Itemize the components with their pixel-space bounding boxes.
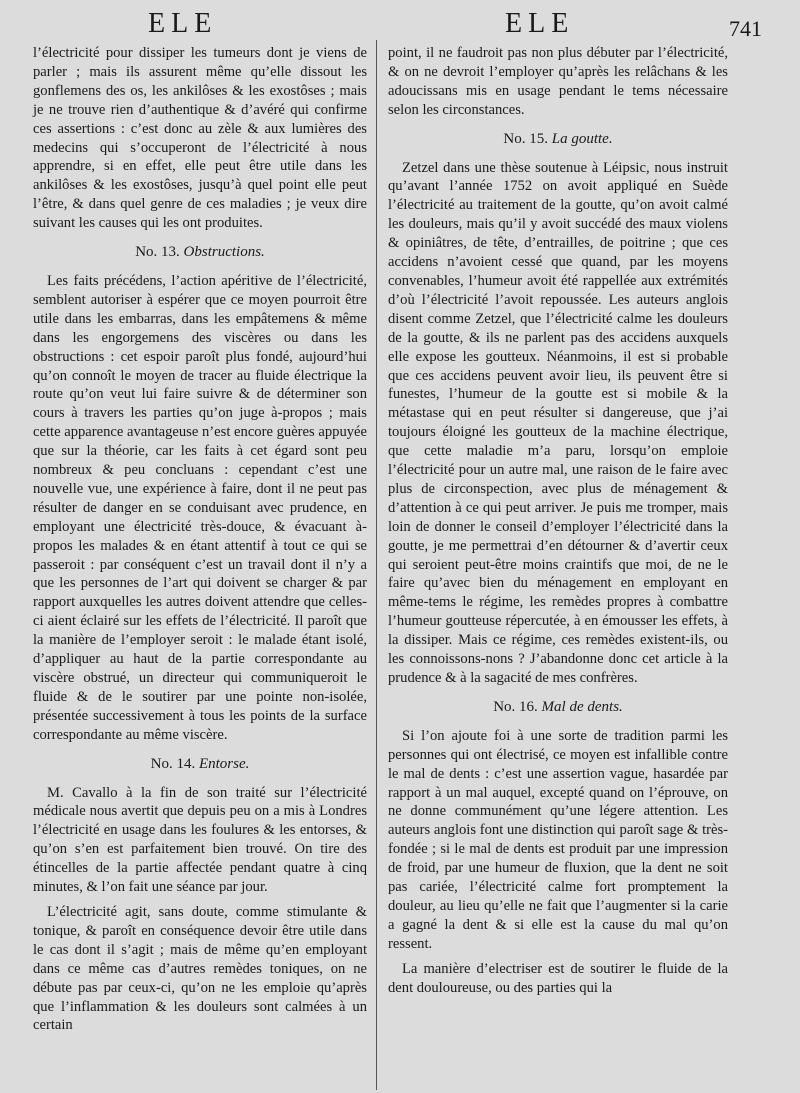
page-number: 741: [729, 16, 762, 41]
right-column: [388, 44, 728, 1093]
paragraph: L’électricité agit, sans doute, comme stimulante & tonique, & paroît en conséquence devoir être utile dans le cas dont il s’agit ; mais de même qu’en employant dans ce même cas d’autres remèdes toniques, on ne débute pas par ceux-ci, qu’on ne les emploie qu’après que l’inflammation & les douleurs sont calmées à un certain: [33, 903, 367, 1034]
paragraph-continuation: l’électricité pour dissiper les tumeurs dont je viens de parler ; mais ils assurent même qu’elle dissout les gonflemens des os, les ankilôses & les exostôses ; mais je ne trouve rien d’authentique & d’avéré qui confirme ces assertions : c’est donc au zèle & aux lumières des medecins qui s’occuperont de l’électricité à nous apprendre, si en effet, elle peut être utile dans les ankilôses & les exostôses, jusqu’à quel point elle peut l’être, & dans quel genre de ces maladies ; je veux dire suivant les causes qui les ont produites.: [33, 45, 367, 232]
running-head-left: ELE: [148, 8, 218, 39]
section-heading-15: [388, 130, 728, 149]
section-title: La goutte.: [551, 130, 613, 147]
paragraph: Si l’on ajoute foi à une sorte de tradition parmi les personnes qui ont électrisé, ce moyen est infallible contre le mal de dents : c’est une assertion vague, hasardée par rapport à un mal auquel, excepté quand on l’éprouve, on ne donne communément qu’une légere attention. Les auteurs anglois font une distinction qui paroît sage & très-fondée ; si le mal de dents est produit par une impression de froid, par une humeur de fluxion, que la dent ne soit pas cariée, l’électricité calme fort promptement la douleur, au lieu qu’elle ne fait que l’augmenter si la carie a gagné la dent & si elle est la cause du mal qu’on ressent.: [388, 727, 728, 952]
paragraph: M. Cavallo à la fin de son traité sur l’électricité médicale nous avertit que depuis peu on a mis à Londres l’électricité en usage dans les foulures & les entorses, & qu’on s’en est parfaitement bien trouvé. On tire des étincelles de la partie affectée pendant quatre à cinq minutes, & l’on fait une séance par jour.: [33, 784, 367, 896]
running-head-right: ELE: [505, 8, 575, 39]
paragraph-continuation: point, il ne faudroit pas non plus débuter par l’électricité, & on ne devroit l’employer qu’après les relâchans & les adoucissans mis en usage pendant le tems nécessaire selon les circonstances.: [388, 45, 728, 118]
section-number: No. 16.: [493, 698, 538, 715]
section-title: Mal de dents.: [541, 698, 623, 715]
section-number: No. 14.: [150, 755, 196, 772]
section-heading-13: [33, 243, 367, 262]
section-heading-14: [33, 755, 367, 774]
section-number: No. 13.: [135, 244, 180, 261]
column-divider: [376, 40, 377, 1090]
paragraph: La manière d’electriser est de soutirer le fluide de la dent douloureuse, ou des parties qui la: [388, 960, 728, 996]
paragraph: Zetzel dans une thèse soutenue à Léipsic, nous instruit qu’avant l’année 1752 on avoit appliqué en Suède l’électricité au traitement de la goutte, qu’on avoit calmé les douleurs, mais qu’il y avoit succédé des maux violens & opiniâtres, de tête, d’entrailles, de poitrine ; que ces accidens n’avoient cessé que quand, par les moyens convenables, l’humeur avoit été rappellée aux extrémités d’où l’électricité l’avoit repoussée. Les auteurs anglois disent comme Zetzel, que l’électricité calme les douleurs de la goutte, & ils ne parlent pas des accidens auxquels elle expose les goutteux. Néanmoins, il est si probable que ces accidens peuvent avoir lieu, ils peuvent être si funestes, l’humeur de la goutte est si mobile & la métastase qui en peut résulter si dangereuse, que j’ai toujours éloigné les goutteux de la machine électrique, que cette maladie m’a paru, lorsqu’on emploie l’électricité pour un autre mal, une raison de le faire avec plus de circonspection, avec plus de ménagement & d’attention à ce qui peut arriver. Je puis me tromper, mais loin de donner le conseil d’employer l’électricité dans la goutte, je me permettrai d’en détourner & d’avertir ceux qui seroient peut-être moins craintifs que moi, de ne le faire qu’avec bien du ménagement en employant en même-tems le régime, les remèdes propres à combattre l’humeur goutteuse répercutée, à en émousser les effets, à la dissiper. Mais ce régime, ces remèdes existent-ils, ou les connoissons-nons ? J’abandonne donc cet article à la prudence & à la sagacité de mes confrères.: [388, 159, 728, 686]
paragraph: Les faits précédens, l’action apéritive de l’électricité, semblent autoriser à espérer que ce moyen pourroit être utile dans les embarras, dans les empâtemens & même dans les engorgemens des viscères ou dans les obstructions : cet espoir paroît plus fondé, aujourd’hui qu’on connoît le moyen de tracer au fluide électrique la route qu’on veut lui faire suivre & de déterminer son cours à travers les parties qu’on juge à-propos ; mais cette apparence avantageuse n’est encore guères appuyée que sur la théorie, car les faits à cet égard sont peu nombreux & peu concluans : cependant c’est une nouvelle vue, une expérience à faire, dont il ne peut pas résulter de danger en se conduisant avec prudence, en employant une électricité très-douce, & évacuant à-propos les malades & en étant attentif à tout ce qui se passeroit : par conséquent c’est un travail dont il n’y a que les personnes de l’art qui doivent se charger & par rapport auxquelles les autres doivent attendre que celles-ci aient éclairé sur les effets de l’électricité. Il paroît que la manière de l’employer seroit : le malade étant isolé, d’appliquer au haut de la partie correspondante au viscère obstrué, un directeur qui communiqueroit le fluide & de le soutirer par une pointe non-isolée, présentée successivement à tous les points de la surface correspondante au même viscère.: [33, 272, 367, 743]
section-title: Obstructions.: [183, 244, 265, 261]
left-column: [33, 44, 367, 1093]
section-heading-16: [388, 698, 728, 717]
section-title: Entorse.: [198, 755, 250, 772]
section-number: No. 15.: [503, 130, 548, 147]
